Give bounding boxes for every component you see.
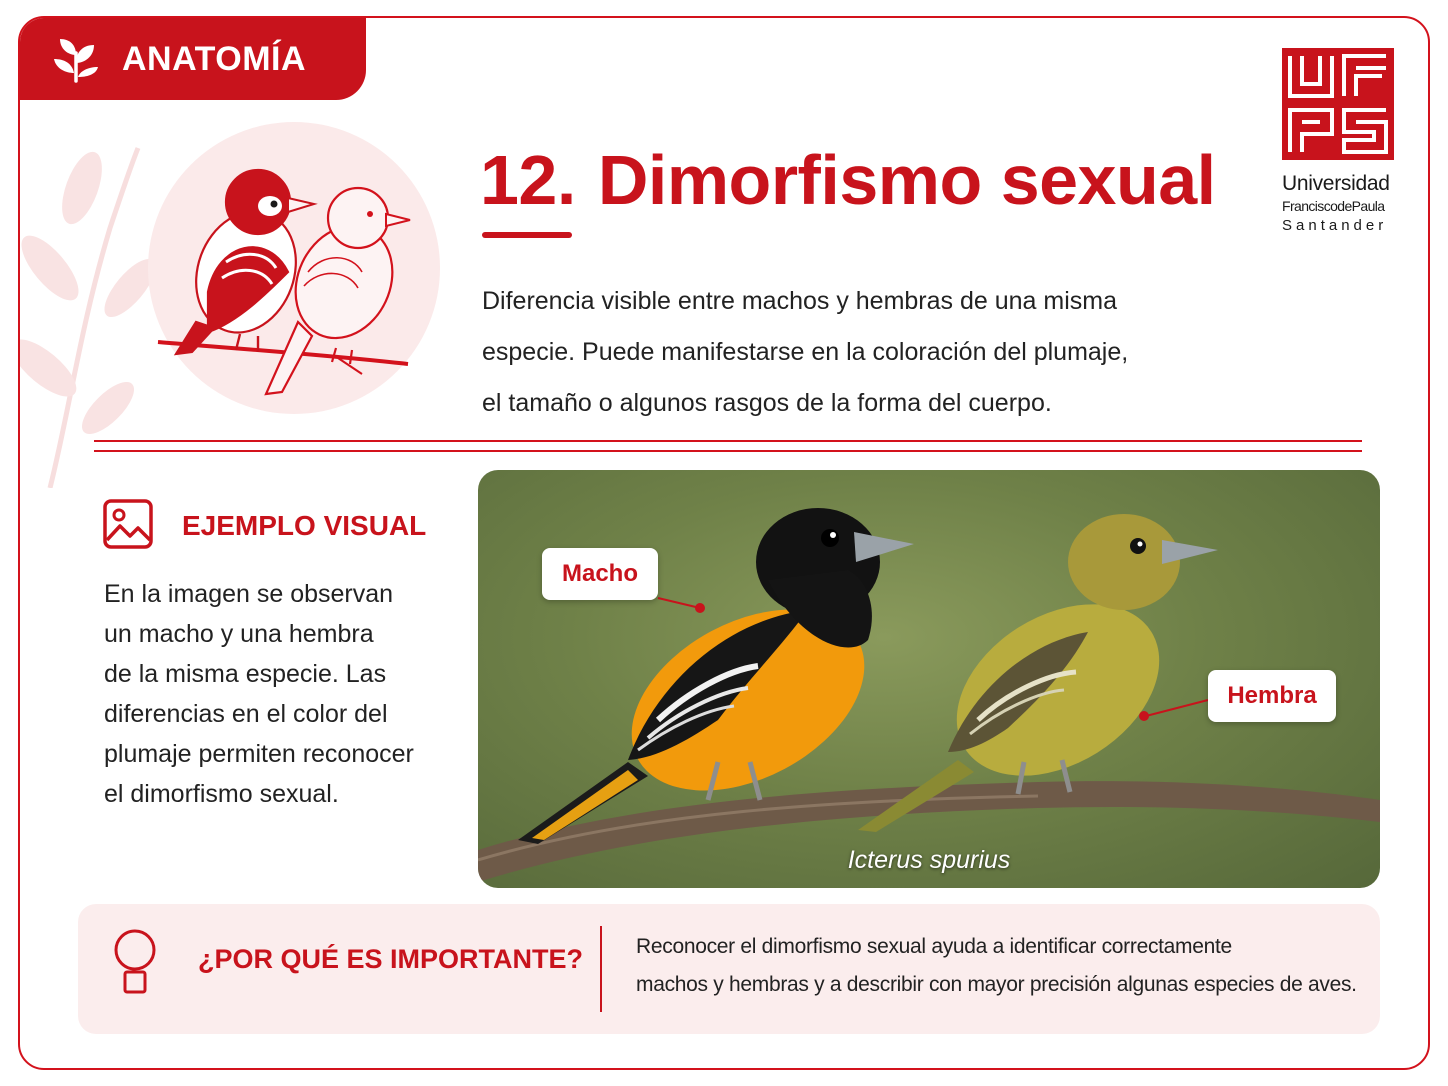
species-caption: Icterus spurius	[847, 846, 1011, 874]
title-number: 12.	[480, 141, 576, 219]
example-line: En la imagen se observan	[104, 580, 394, 608]
section-label: ANATOMÍA	[122, 39, 307, 78]
example-line: el dimorfismo sexual.	[104, 780, 339, 808]
importance-line: machos y hembras y a describir con mayor precisión algunas especies de aves.	[636, 973, 1357, 996]
importance-text	[636, 928, 1376, 1004]
leaf-sprout-icon	[50, 33, 102, 85]
importance-title: ¿POR QUÉ ES IMPORTANTE?	[198, 944, 584, 974]
section-divider-bottom	[94, 450, 1362, 452]
section-divider-top	[94, 440, 1362, 442]
birds-illustration	[148, 122, 440, 414]
title-block	[480, 140, 1216, 220]
example-photo	[478, 470, 1380, 888]
logo-line-universidad: Universidad	[1282, 172, 1390, 195]
example-line: diferencias en el color del	[104, 700, 388, 728]
definition-text	[482, 276, 1242, 429]
university-logo	[1282, 48, 1398, 234]
logo-line-santander: Santander	[1282, 217, 1388, 234]
importance-box	[78, 904, 1380, 1034]
infographic-card	[18, 16, 1430, 1070]
lightbulb-icon	[110, 928, 160, 996]
example-line: de la misma especie. Las	[104, 660, 387, 688]
decorative-leaves	[20, 128, 160, 488]
title-underline	[482, 232, 572, 238]
importance-separator	[600, 926, 602, 1012]
section-tab	[20, 18, 366, 100]
example-title: EJEMPLO VISUAL	[182, 510, 427, 541]
definition-line: especie. Puede manifestarse en la coloración del plumaje,	[482, 338, 1129, 366]
definition-line: Diferencia visible entre machos y hembras de una misma	[482, 287, 1117, 315]
male-label: Macho	[542, 548, 658, 600]
importance-line: Reconocer el dimorfismo sexual ayuda a identificar correctamente	[636, 935, 1232, 958]
title-text: Dimorfismo sexual	[597, 141, 1216, 219]
page-title	[480, 140, 1216, 220]
ufps-logo-mark	[1282, 48, 1394, 160]
image-icon	[102, 498, 154, 550]
example-text	[104, 574, 464, 814]
example-line: un macho y una hembra	[104, 620, 374, 648]
definition-line: el tamaño o algunos rasgos de la forma del cuerpo.	[482, 389, 1052, 417]
female-label: Hembra	[1208, 670, 1336, 722]
example-line: plumaje permiten reconocer	[104, 740, 414, 768]
logo-line-francisco: FranciscodePaula	[1282, 198, 1385, 214]
